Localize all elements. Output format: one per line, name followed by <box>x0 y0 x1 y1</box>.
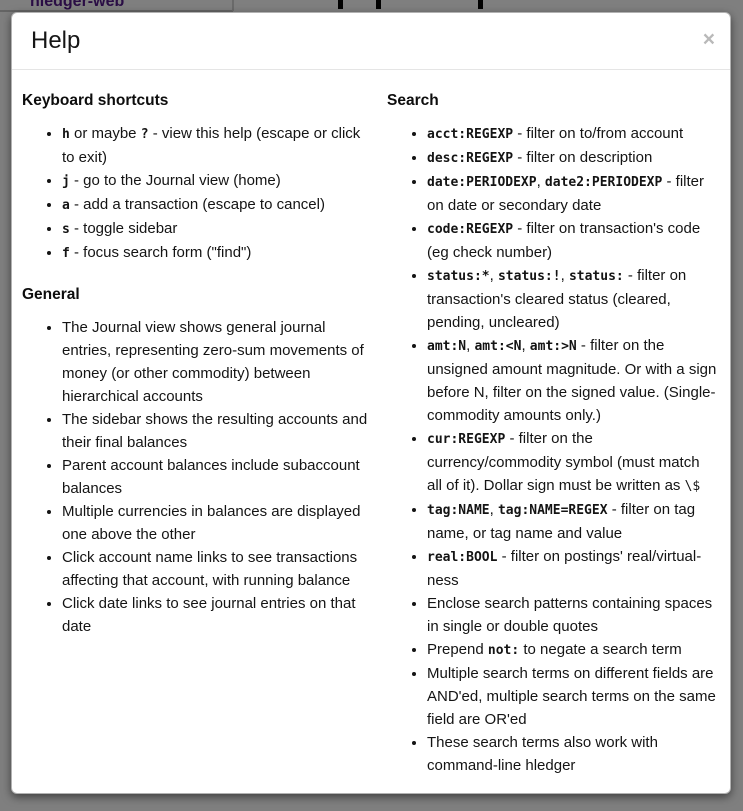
text-segment: Multiple currencies in balances are displayed one above the other <box>62 503 361 543</box>
list-item <box>62 122 373 169</box>
text-segment: - go to the Journal view (home) <box>69 172 281 189</box>
text-segment: The Journal view shows general journal entries, representing zero-sum movements of money (or other commodity) between hierarchical accounts <box>62 319 364 405</box>
list-item <box>427 170 718 217</box>
section-heading-keyboard-shortcuts: Keyboard shortcuts <box>22 92 169 109</box>
list-item <box>62 316 373 408</box>
list-item <box>427 146 718 170</box>
list-item <box>427 662 718 731</box>
code-term: desc:REGEXP <box>427 151 514 166</box>
help-right-column <box>373 78 718 794</box>
code-term: date:PERIODEXP <box>427 175 537 190</box>
list-item <box>427 427 718 498</box>
text-segment: , <box>521 337 530 354</box>
code-term: j <box>62 174 70 189</box>
keyboard-shortcuts-list <box>22 122 373 265</box>
code-term: f <box>62 246 70 261</box>
list-item <box>427 334 718 427</box>
section-heading-general: General <box>22 286 80 303</box>
text-segment: Click account name links to see transactions affecting that account, with running balance <box>62 549 358 589</box>
general-list <box>22 316 373 638</box>
text-segment: , <box>466 337 475 354</box>
list-item <box>427 264 718 334</box>
list-item <box>427 122 718 146</box>
text-segment: The sidebar shows the resulting accounts and their final balances <box>62 411 368 451</box>
text-segment: - filter on description <box>513 149 653 166</box>
list-item <box>427 592 718 638</box>
list-item <box>62 454 373 500</box>
code-term: ? <box>140 127 149 142</box>
list-item <box>427 545 718 592</box>
text-segment: - filter on date or secondary date <box>427 173 704 214</box>
list-item <box>62 546 373 592</box>
code-term: tag:NAME <box>427 503 490 518</box>
search-list <box>387 122 718 777</box>
modal-body <box>12 70 730 794</box>
text-segment: Multiple search terms on different fields are AND'ed, multiple search terms on the same field are OR'ed <box>427 665 716 728</box>
code-term: status: <box>568 269 624 284</box>
text-segment: , <box>489 501 498 518</box>
modal-header <box>12 13 730 70</box>
section-heading-search: Search <box>387 92 439 109</box>
text-segment: , <box>536 173 545 190</box>
list-item <box>62 500 373 546</box>
text-segment: - add a transaction (escape to cancel) <box>69 196 325 213</box>
list-item <box>427 498 718 545</box>
text-segment: - filter on transaction's cleared status (cleared, pending, uncleared) <box>427 267 687 331</box>
code-term: s <box>62 222 70 237</box>
text-segment: Prepend <box>427 641 488 658</box>
list-item <box>62 408 373 454</box>
list-item <box>62 169 373 193</box>
modal-title: Help <box>31 27 81 54</box>
code-term: a <box>62 198 70 213</box>
text-segment: - toggle sidebar <box>69 220 178 237</box>
list-item <box>427 638 718 662</box>
list-item <box>62 193 373 217</box>
help-left-column <box>22 78 373 794</box>
text-segment: - filter on the unsigned amount magnitude. Or with a sign before N, filter on the signed value. (Single-commodity amounts only.) <box>427 337 717 424</box>
code-term: cur:REGEXP <box>427 432 506 447</box>
close-icon[interactable]: × <box>702 28 715 51</box>
list-item <box>62 217 373 241</box>
help-modal <box>11 12 731 794</box>
code-term: status:* <box>427 269 490 284</box>
code-term: date2:PERIODEXP <box>544 175 663 190</box>
list-item <box>427 217 718 264</box>
text-segment: - filter on transaction's code (eg check number) <box>427 220 701 261</box>
code-term: not: <box>487 643 520 658</box>
text-segment: - filter on the currency/commodity symbol (must match all of it). Dollar sign must be written as <box>427 430 700 494</box>
text-segment: - view this help (escape or click to exit) <box>62 125 361 166</box>
code-term: tag:NAME=REGEX <box>497 503 608 518</box>
text-segment: Parent account balances include subaccount balances <box>62 457 360 497</box>
text-segment: - filter on tag name, or tag name and value <box>427 501 696 542</box>
code-term: code:REGEXP <box>427 222 514 237</box>
code-term: acct:REGEXP <box>427 127 514 142</box>
text-segment: , <box>560 267 569 284</box>
text-segment: - filter on postings' real/virtual-ness <box>427 548 702 589</box>
code-term: h <box>62 127 70 142</box>
code-term: amt:N <box>427 339 467 354</box>
code-term: real:BOOL <box>427 550 498 565</box>
text-segment: Click date links to see journal entries on that date <box>62 595 356 635</box>
code-term: status:! <box>497 269 561 284</box>
list-item <box>427 731 718 777</box>
text-segment: or maybe <box>69 125 141 142</box>
text-segment: - filter on to/from account <box>513 125 684 142</box>
code-term: amt:<N <box>474 339 522 354</box>
text-segment: - focus search form ("find") <box>69 244 252 261</box>
text-segment: Enclose search patterns containing spaces in single or double quotes <box>427 595 713 635</box>
text-segment: These search terms also work with command-line hledger <box>427 734 658 774</box>
list-item <box>62 241 373 265</box>
code-term: amt:>N <box>529 339 577 354</box>
text-segment: \$ <box>684 479 701 494</box>
list-item <box>62 592 373 638</box>
text-segment: to negate a search term <box>519 641 682 658</box>
text-segment: , <box>489 267 498 284</box>
